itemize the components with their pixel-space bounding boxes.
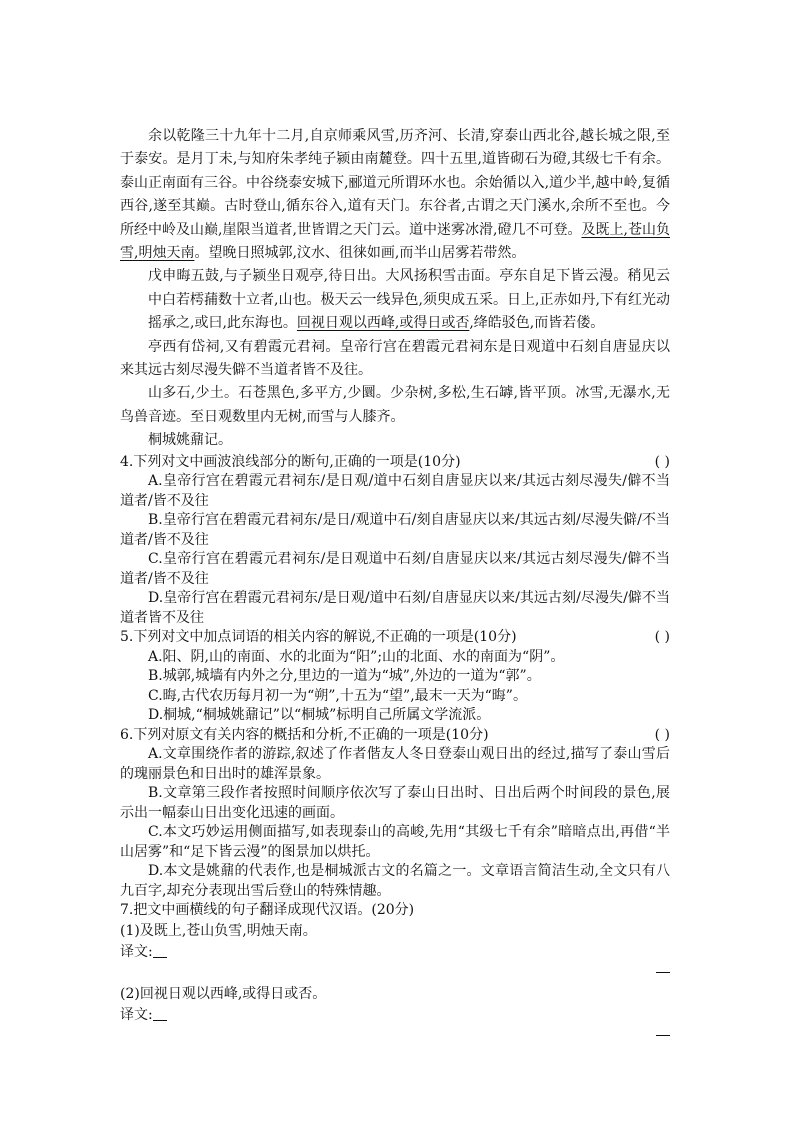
- answer-paren: ( ): [654, 453, 670, 470]
- passage-signature: 桐城姚鼐记。: [148, 432, 232, 449]
- question-4-option-d: D.皇帝行宫在碧霞元君祠东/是日观/道中石刻/自唐显庆以来/其远古刻/尽漫失/僻不当道者皆不及往: [120, 590, 670, 626]
- translation-sentence-2: (2)回视日观以西峰,或得日或否。: [120, 985, 327, 1002]
- underlined-sentence-2: 回视日观以西峰,或得日或否: [296, 315, 470, 332]
- page-content: [120, 125, 670, 1047]
- underlined-sentence-1: 及既上,苍山负雪,明烛天南: [120, 221, 670, 262]
- passage-paragraph-2: [120, 265, 670, 335]
- question-4-option-b: B.皇帝行宫在碧霞元君祠东/是日/观道中石/刻自唐显庆以来/其远古刻/尽漫失僻/不当道者/皆不及往: [120, 512, 670, 548]
- passage-text: 。望晚日照城郭,汶水、徂徕如画,而半山居雾若带然。: [194, 245, 526, 262]
- question-5-option-a: A.阳、阴,山的南面、水的北面为“阳”;山的北面、水的南面为“阴”。: [148, 648, 565, 665]
- passage-paragraph-1: [120, 125, 670, 265]
- passage-text: 余以乾隆三十九年十二月,自京师乘风雪,历齐河、长清,穿泰山西北谷,越长城之限,至于泰安。是月丁未,与知府朱孝纯子颍由南麓登。四十五里,道皆砌石为磴,其级七千有余。泰山正南面有三谷。中谷绕泰安城下,郦道元所谓环水也。余始循以入,道少半,越中岭,复循西谷,遂至其巅。古时登山,循东谷入,道有天门。东谷者,古谓之天门溪水,余所不至也。今所经中岭及山巅,崖限当道者,世皆谓之天门云。道中迷雾冰滑,磴几不可登。: [120, 128, 670, 238]
- passage-paragraph-3: 亭西有岱祠,又有碧霞元君祠。皇帝行宫在碧霞元君祠东是日观道中石刻自唐显庆以来其远古刻尽漫失僻不当道者皆不及往。: [120, 338, 670, 379]
- question-4-option-c: C.皇帝行宫在碧霞元君祠东/是日观道中石刻/自唐显庆以来/其远古刻尽漫失/僻不当道者/皆不及往: [120, 551, 670, 587]
- question-6-option-b: B.文章第三段作者按照时间顺序依次写了泰山日出时、日出后两个时间段的景色,展示出一幅泰山日出变化迅速的画面。: [120, 785, 670, 821]
- answer-blank[interactable]: [153, 1006, 167, 1021]
- question-6-option-c: C.本文巧妙运用侧面描写,如表现泰山的高峻,先用“其级七千有余”暗暗点出,再借“半山居雾”和“足下皆云漫”的图景加以烘托。: [120, 824, 670, 860]
- question-6-stem: 6.下列对原文有关内容的概括和分析,不正确的一项是(10分) ( ): [120, 726, 670, 746]
- question-4-option-a: A.皇帝行宫在碧霞元君祠东/是日观/道中石刻自唐显庆以来/其远古刻尽漫失/僻不当道者/皆不及往: [120, 473, 670, 509]
- translation-answer-line-2[interactable]: 译文:: [120, 1005, 670, 1026]
- question-5-option-c: C.晦,古代农历每月初一为“朔”,十五为“望”,最末一天为“晦”。: [148, 687, 527, 704]
- answer-blank[interactable]: [153, 943, 167, 958]
- question-6-option-a: A.文章围绕作者的游踪,叙述了作者偕友人冬日登泰山观日出的经过,描写了泰山雪后的瑰丽景色和日出时的雄浑景象。: [120, 746, 670, 782]
- question-5-option-b: B.城郭,城墙有内外之分,里边的一道为“城”,外边的一道为“郭”。: [148, 668, 541, 685]
- question-5-option-d: D.桐城,“桐城姚鼐记”以“桐城”标明自己所属文学流派。: [148, 707, 491, 724]
- passage-text: 戊申晦五鼓,与子颍坐日观亭,待日出。大风扬积雪击面。亭东自足下皆云漫。稍见云中白若樗蒱数十立者,山也。极天云一线异色,须臾成五采。日上,正赤如丹,下有红光动摇承之,或曰,此东海也。: [148, 268, 670, 332]
- translation-answer-line-1[interactable]: 译文:: [120, 942, 670, 963]
- question-4-stem: 4.下列对文中画波浪线部分的断句,正确的一项是(10分) ( ): [120, 453, 670, 473]
- translation-sentence-1: (1)及既上,苍山负雪,明烛天南。: [120, 922, 317, 939]
- answer-paren: ( ): [654, 726, 670, 743]
- passage-text: ,绛皓驳色,而皆若偻。: [469, 315, 605, 332]
- question-5-stem: 5.下列对文中加点词语的相关内容的解说,不正确的一项是(10分) ( ): [120, 628, 670, 648]
- answer-paren: ( ): [654, 629, 670, 646]
- question-7-stem: 7.把文中画横线的句子翻译成现代汉语。(20分): [120, 902, 415, 919]
- passage-paragraph-4: 山多石,少土。石苍黑色,多平方,少圜。少杂树,多松,生石罅,皆平顶。冰雪,无瀑水,无鸟兽音迹。至日观数里内无树,而雪与人膝齐。: [120, 385, 670, 425]
- answer-line-end: [120, 1026, 670, 1047]
- answer-line-end: [120, 963, 670, 984]
- question-6-option-d: D.本文是姚鼐的代表作,也是桐城派古文的名篇之一。文章语言简洁生动,全文只有八九百字,却充分表现出雪后登山的特殊情趣。: [120, 863, 670, 899]
